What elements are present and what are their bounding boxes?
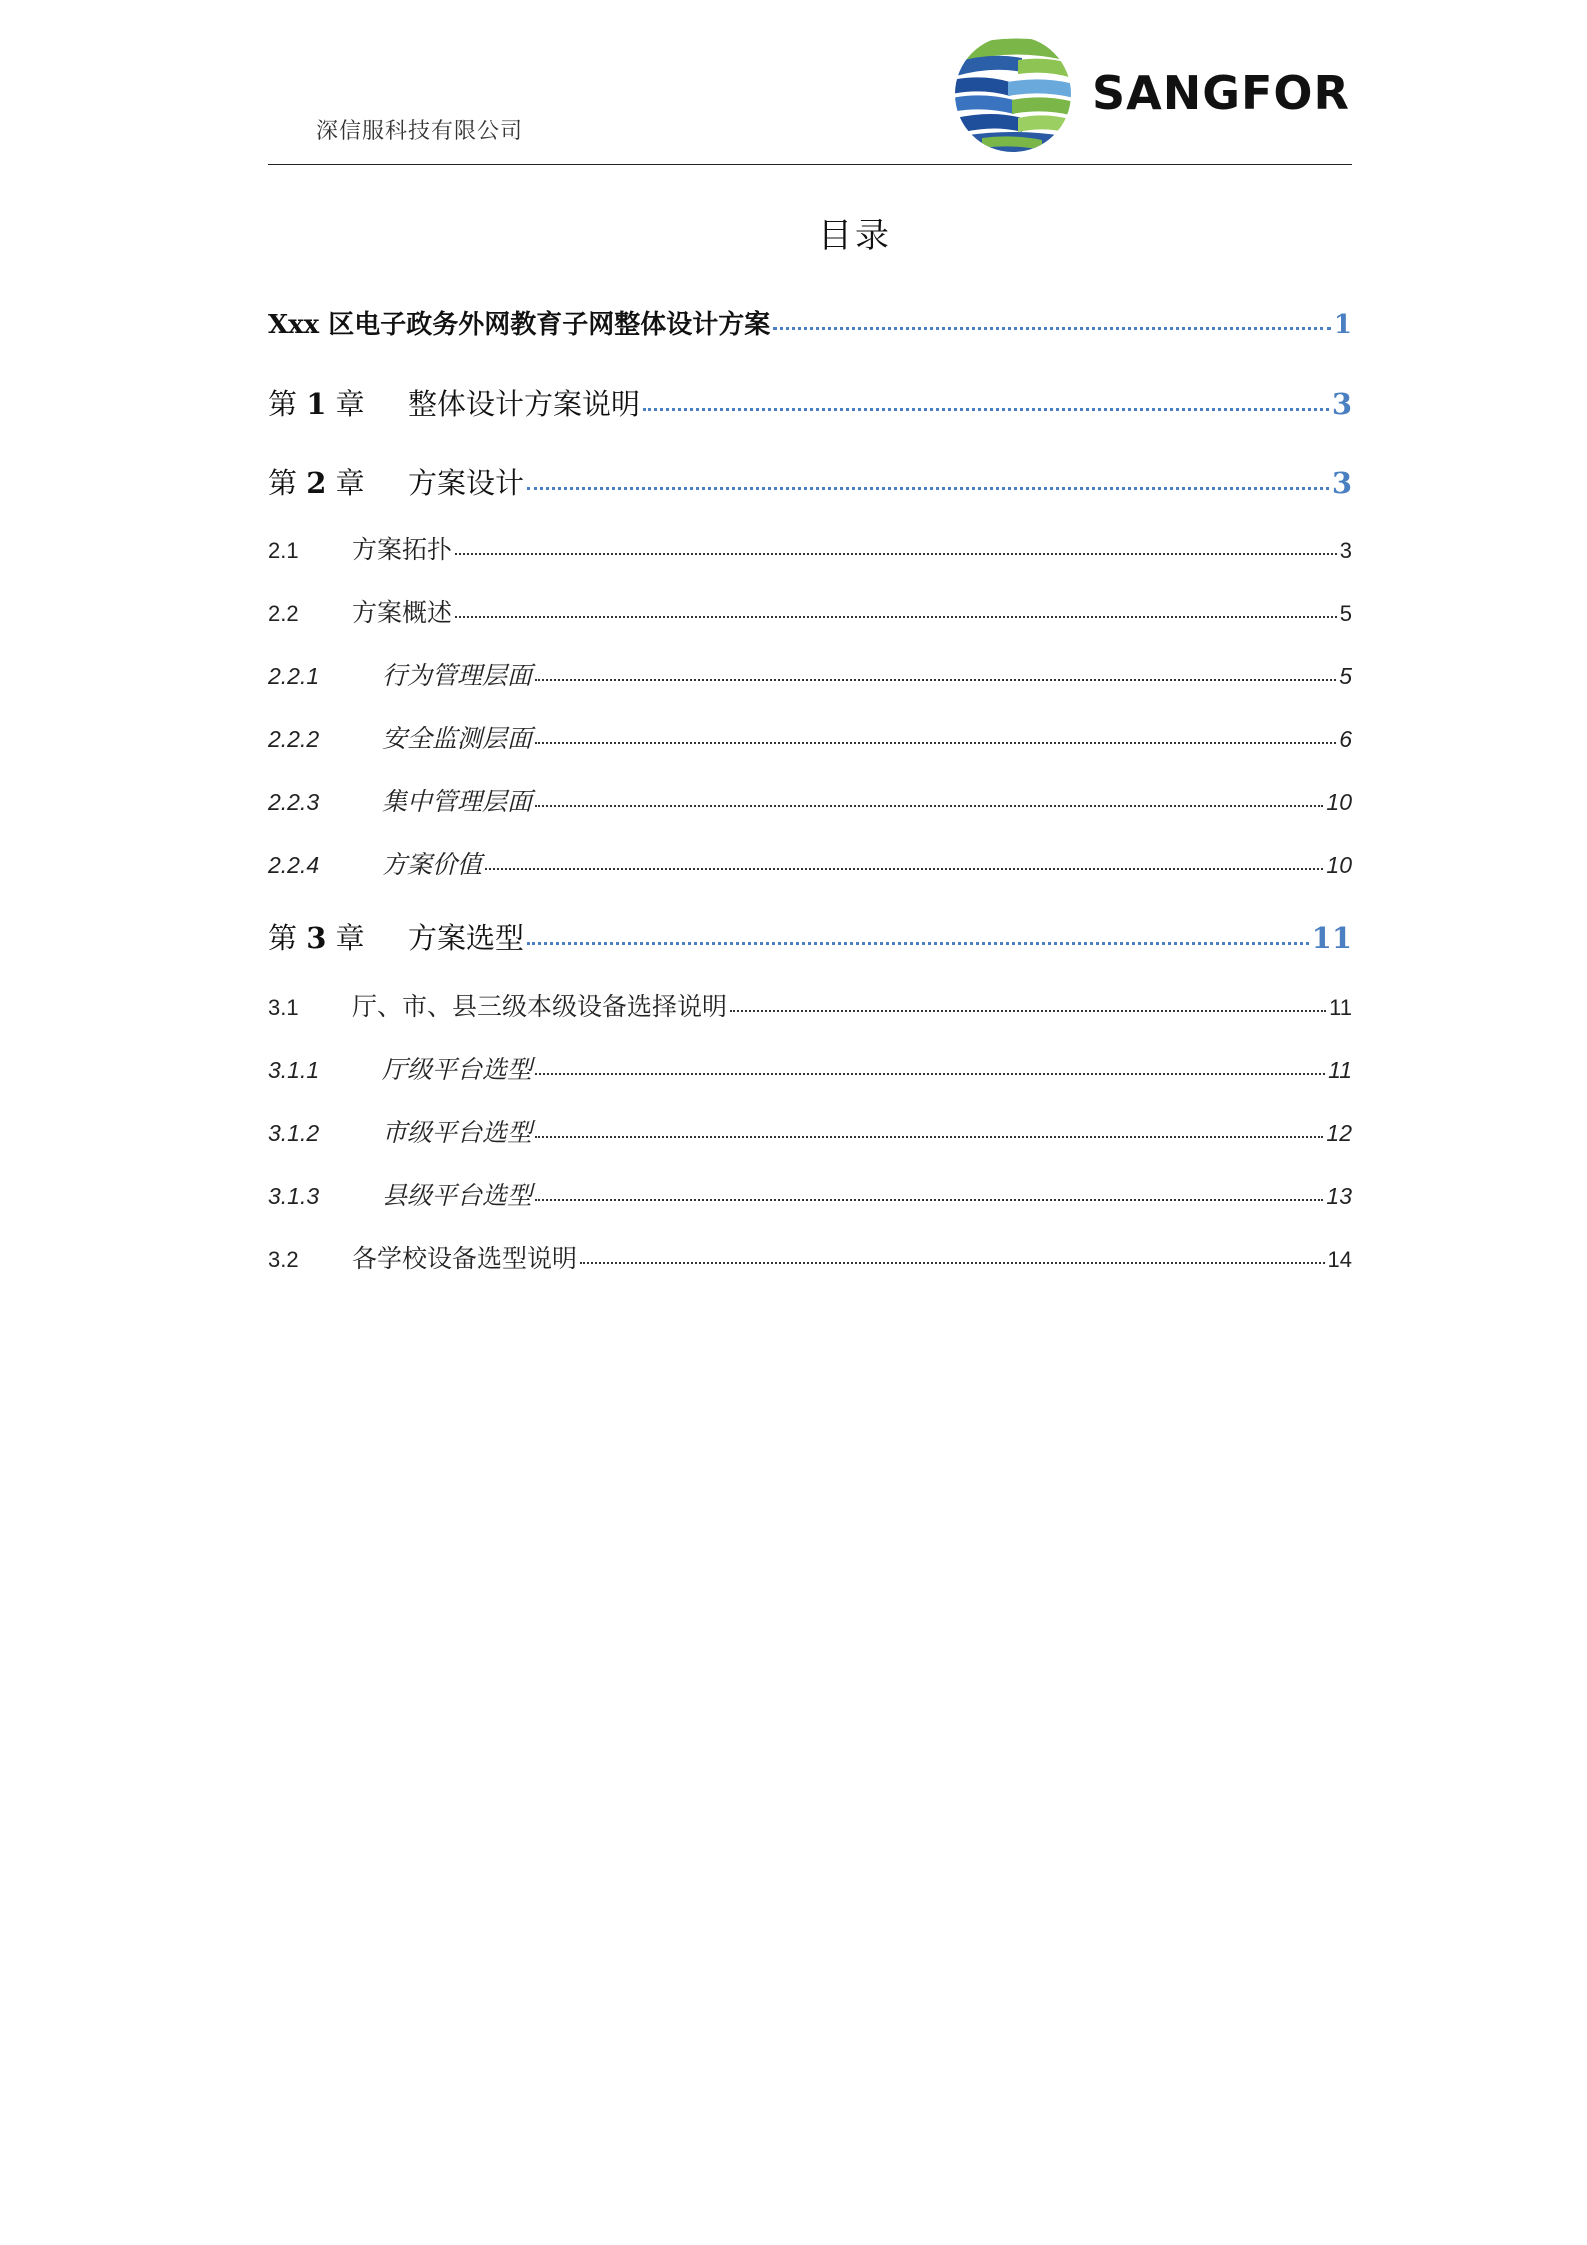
toc-page-number: 1 [1333, 310, 1352, 340]
page-header [268, 28, 1352, 166]
toc-entry-text: 各学校设备选型说明 [352, 1244, 578, 1273]
toc-leader-dots [643, 385, 1329, 414]
toc-entry-text: 整体设计方案说明 [408, 387, 641, 421]
toc-leader-dots [580, 1245, 1325, 1267]
toc-entry-subsection-3-1-1[interactable] [268, 1050, 1352, 1086]
toc-section-number: 2.2 [268, 601, 299, 626]
toc-entry-text: Xxx 区电子政务外网教育子网整体设计方案 [268, 310, 771, 340]
toc-leader-dots [535, 787, 1323, 810]
toc-entry-text: 方案拓扑 [352, 535, 453, 564]
company-name: 深信服科技有限公司 [316, 119, 524, 144]
toc-leader-dots [527, 464, 1329, 493]
toc-heading: 目录 [818, 216, 892, 256]
toc-subsection-number: 2.2.3 [268, 789, 320, 815]
toc-leader-dots [535, 724, 1336, 747]
toc-entry-text: 县级平台选型 [382, 1181, 533, 1210]
toc-page-number: 3 [1339, 538, 1352, 563]
toc-subsection-number: 3.1.1 [268, 1057, 320, 1083]
toc-entry-subsection-3-1-3[interactable] [268, 1176, 1352, 1212]
toc-entry-text: 厅、市、县三级本级设备选择说明 [352, 992, 728, 1021]
toc-page-number: 3 [1331, 387, 1352, 421]
toc-entry-document-title[interactable] [268, 304, 1352, 341]
toc-leader-dots [455, 536, 1337, 558]
toc-page-number: 13 [1326, 1183, 1352, 1209]
toc-entry-text: 安全监测层面 [382, 724, 533, 753]
toc-page-number: 10 [1326, 852, 1352, 878]
toc-entry-text: 方案设计 [408, 466, 525, 500]
toc-page-number: 10 [1326, 789, 1352, 815]
logo-wordmark: SANGFOR [1092, 66, 1350, 120]
toc-entry-section-3-2[interactable] [268, 1239, 1352, 1275]
toc-page-number: 12 [1326, 1120, 1352, 1146]
toc-subsection-number: 3.1.3 [268, 1183, 320, 1209]
toc-subsection-number: 2.2.1 [268, 663, 320, 689]
toc-section-number: 2.1 [268, 538, 299, 563]
toc-entry-subsection-3-1-2[interactable] [268, 1113, 1352, 1149]
toc-chapter-number: 第 1 章 [268, 387, 365, 421]
toc-entry-text: 集中管理层面 [382, 787, 533, 816]
toc-leader-dots [527, 919, 1309, 948]
toc-subsection-number: 3.1.2 [268, 1120, 320, 1146]
toc-entry-section-2-1[interactable] [268, 530, 1352, 566]
toc-leader-dots [535, 661, 1336, 684]
sangfor-globe-logo-icon [952, 34, 1074, 154]
toc-page-number: 5 [1339, 663, 1352, 689]
toc-entry-text: 行为管理层面 [382, 661, 533, 690]
sangfor-logo [952, 34, 1352, 154]
toc-entry-subsection-2-2-1[interactable] [268, 656, 1352, 692]
toc-leader-dots [485, 850, 1323, 873]
toc-entry-text: 厅级平台选型 [382, 1055, 533, 1084]
toc-entry-subsection-2-2-2[interactable] [268, 719, 1352, 755]
toc-leader-dots [773, 307, 1331, 333]
toc-leader-dots [455, 599, 1337, 621]
toc-leader-dots [535, 1181, 1323, 1204]
toc-entry-text: 市级平台选型 [382, 1118, 533, 1147]
toc-chapter-number: 第 2 章 [268, 466, 365, 500]
toc-entry-chapter-1[interactable] [268, 382, 1352, 423]
toc-section-number: 3.1 [268, 995, 299, 1020]
toc-subsection-number: 2.2.4 [268, 852, 320, 878]
toc-entry-text: 方案价值 [382, 850, 483, 879]
toc-entry-chapter-2[interactable] [268, 461, 1352, 502]
toc-entry-section-2-2[interactable] [268, 593, 1352, 629]
toc-page-number: 3 [1331, 466, 1352, 500]
toc-entry-text: 方案概述 [352, 598, 453, 627]
toc-entry-subsection-2-2-3[interactable] [268, 782, 1352, 818]
toc-page-number: 11 [1329, 995, 1352, 1020]
toc-page-number: 14 [1327, 1247, 1352, 1272]
toc-entry-text: 方案选型 [408, 921, 525, 955]
toc-leader-dots [730, 993, 1326, 1015]
toc-entry-chapter-3[interactable] [268, 916, 1352, 957]
toc-section-number: 3.2 [268, 1247, 299, 1272]
toc-leader-dots [535, 1055, 1325, 1078]
toc-entry-section-3-1[interactable] [268, 987, 1352, 1023]
toc-chapter-number: 第 3 章 [268, 921, 365, 955]
header-divider [268, 164, 1352, 165]
toc-leader-dots [535, 1118, 1323, 1141]
toc-page-number: 11 [1328, 1057, 1352, 1083]
toc-page-number: 5 [1339, 601, 1352, 626]
toc-entry-subsection-2-2-4[interactable] [268, 845, 1352, 881]
toc-subsection-number: 2.2.2 [268, 726, 320, 752]
toc-page-number: 11 [1311, 921, 1352, 955]
toc-page-number: 6 [1339, 726, 1352, 752]
